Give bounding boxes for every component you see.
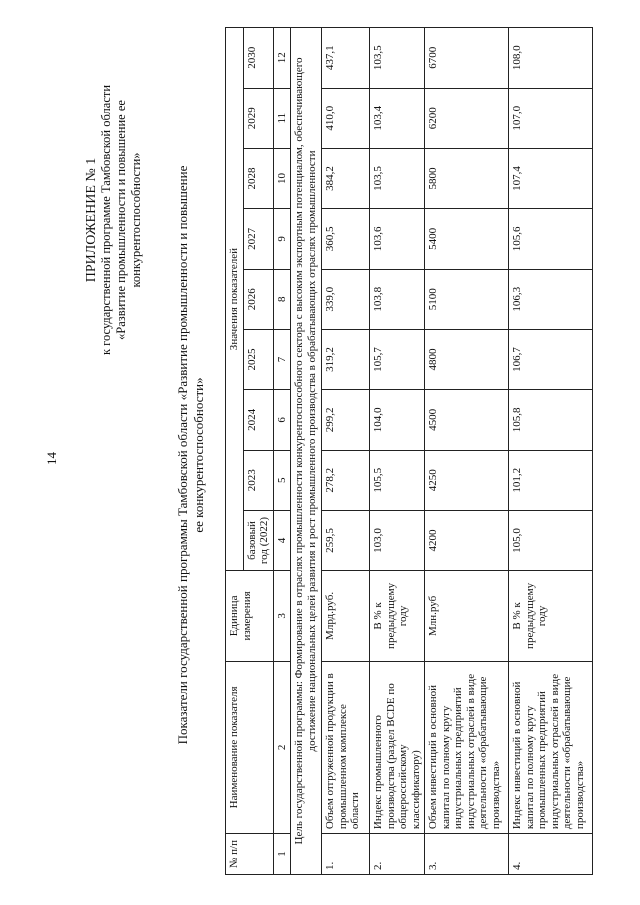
col-number: 11 — [273, 88, 291, 148]
header-year: 2030 — [243, 28, 273, 89]
year-value: 410,0 — [322, 88, 370, 148]
year-value: 5100 — [425, 269, 509, 329]
base-value: 103,0 — [370, 510, 425, 570]
year-value: 103,4 — [370, 88, 425, 148]
document-heading — [175, 155, 207, 755]
header-year: 2027 — [243, 209, 273, 269]
unit-cell: Млрд.руб. — [322, 571, 370, 662]
column-numbers-row — [273, 28, 291, 875]
col-number: 9 — [273, 209, 291, 269]
header-year: 2024 — [243, 390, 273, 450]
table-row — [322, 28, 370, 875]
table-row — [425, 28, 509, 875]
year-value: 103,6 — [370, 209, 425, 269]
year-value: 103,5 — [370, 148, 425, 208]
appendix-title: ПРИЛОЖЕНИЕ № 1 — [84, 157, 99, 283]
year-value: 105,6 — [509, 209, 593, 269]
indicator-name: Объем отгруженной продукции в промышленном комплексе области — [322, 661, 370, 833]
year-value: 319,2 — [322, 329, 370, 389]
header-name: Наименование показателя — [226, 661, 274, 833]
indicator-name: Объем инвестиций в основной капитал по полному кругу индустриальных предприятий индустриальных отраслей в виде деятельности «обрабатывающие производства» — [425, 661, 509, 833]
header-unit: Единица измерения — [226, 571, 274, 662]
base-value: 4200 — [425, 510, 509, 570]
header-year: 2023 — [243, 450, 273, 510]
year-value: 105,8 — [509, 390, 593, 450]
base-value: 105,0 — [509, 510, 593, 570]
col-number: 7 — [273, 329, 291, 389]
appendix-line-3: конкурентоспособности» — [129, 152, 143, 288]
year-value: 4250 — [425, 450, 509, 510]
year-value: 104,0 — [370, 390, 425, 450]
table-row — [509, 28, 593, 875]
year-value: 5400 — [425, 209, 509, 269]
header-base-year: базовый год (2022) — [243, 510, 273, 570]
header-num: № п/п — [226, 834, 274, 875]
col-number: 6 — [273, 390, 291, 450]
heading-line-1: Показатели государственной программы Тамбовской области «Развитие промышленности и повышение — [175, 165, 190, 745]
year-value: 4500 — [425, 390, 509, 450]
row-number: 4. — [509, 834, 593, 875]
year-value: 103,8 — [370, 269, 425, 329]
header-year: 2025 — [243, 329, 273, 389]
col-number: 12 — [273, 28, 291, 89]
unit-cell: В % к предыдущему году — [370, 571, 425, 662]
year-value: 106,7 — [509, 329, 593, 389]
year-value: 108,0 — [509, 28, 593, 89]
year-value: 101,2 — [509, 450, 593, 510]
unit-cell: Млн.руб — [425, 571, 509, 662]
year-value: 105,5 — [370, 450, 425, 510]
header-values: Значения показателей — [226, 28, 244, 571]
header-row-1 — [226, 28, 244, 875]
header-year: 2028 — [243, 148, 273, 208]
appendix-block — [84, 30, 144, 410]
header-year: 2029 — [243, 88, 273, 148]
appendix-line-2: «Развитие промышленности и повышение ее — [114, 100, 128, 340]
col-number: 4 — [273, 510, 291, 570]
indicator-name: Индекс инвестиций в основной капитал по полному кругу промышленных предприятий индустриальных отраслей в виде деятельности «обрабатывающие производства» — [509, 661, 593, 833]
year-value: 339,0 — [322, 269, 370, 329]
year-value: 6200 — [425, 88, 509, 148]
unit-cell: В % к предыдущему году — [509, 571, 593, 662]
row-number: 1. — [322, 834, 370, 875]
year-value: 278,2 — [322, 450, 370, 510]
col-number: 8 — [273, 269, 291, 329]
col-number: 2 — [273, 661, 291, 833]
table-row — [370, 28, 425, 875]
col-number: 5 — [273, 450, 291, 510]
program-goal: Цель государственной программы: Формирование в отраслях промышленности конкурентоспособного сектора с высоким экспортным потенциалом, обеспечивающего достижение национальных целей развития и рост промышленного производства в обрабатывающих отраслях промышленности — [291, 28, 322, 875]
year-value: 105,7 — [370, 329, 425, 389]
year-value: 106,3 — [509, 269, 593, 329]
year-value: 4800 — [425, 329, 509, 389]
col-number: 1 — [273, 834, 291, 875]
heading-line-2: ее конкурентоспособности» — [191, 377, 206, 533]
indicators-table — [225, 27, 593, 875]
indicator-name: Индекс промышленного производства (раздел BCDE по общероссийскому классификатору) — [370, 661, 425, 833]
year-value: 107,4 — [509, 148, 593, 208]
col-number: 10 — [273, 148, 291, 208]
base-value: 259,5 — [322, 510, 370, 570]
year-value: 6700 — [425, 28, 509, 89]
year-value: 384,2 — [322, 148, 370, 208]
header-year: 2026 — [243, 269, 273, 329]
page-number: 14 — [44, 452, 59, 465]
year-value: 107,0 — [509, 88, 593, 148]
year-value: 299,2 — [322, 390, 370, 450]
goal-row — [291, 28, 322, 875]
year-value: 103,5 — [370, 28, 425, 89]
year-value: 360,5 — [322, 209, 370, 269]
row-number: 2. — [370, 834, 425, 875]
row-number: 3. — [425, 834, 509, 875]
year-value: 5800 — [425, 148, 509, 208]
col-number: 3 — [273, 571, 291, 662]
year-value: 437,1 — [322, 28, 370, 89]
appendix-line-1: к государственной программе Тамбовской области — [99, 84, 113, 356]
